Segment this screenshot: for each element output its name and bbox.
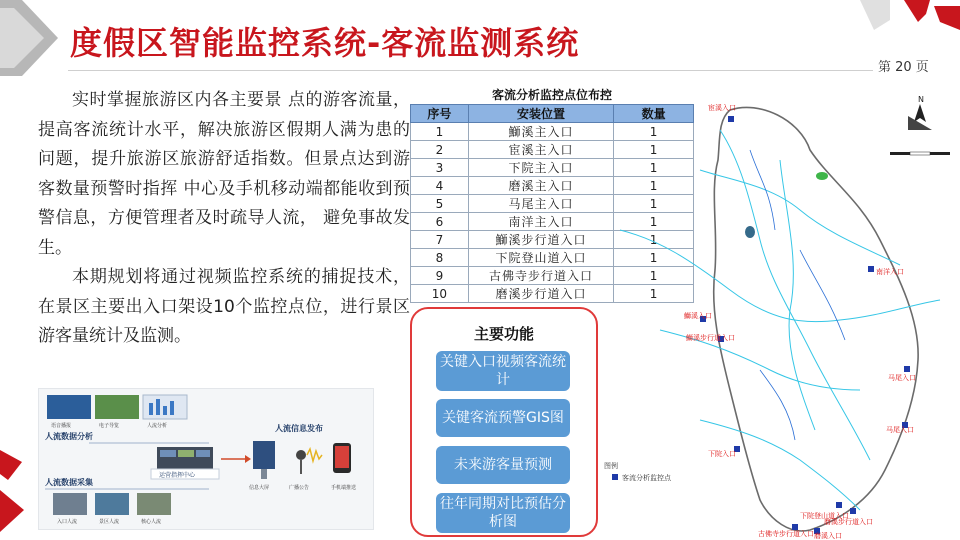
cell-location: 鰤溪主入口	[468, 123, 613, 141]
label-entry-2: 景区人流	[99, 519, 120, 525]
function-visitor-forecast[interactable]: 未来游客量预测	[436, 446, 570, 484]
cell-location: 磨溪步行道入口	[468, 285, 613, 303]
people-flow-diagram	[38, 388, 374, 530]
cell-quantity: 1	[614, 267, 694, 285]
cell-index: 4	[411, 177, 469, 195]
cell-index: 6	[411, 213, 469, 231]
cell-quantity: 1	[614, 285, 694, 303]
cell-location: 下院主入口	[468, 159, 613, 177]
label-people-collection: 人流数据采集	[45, 478, 93, 487]
header-index: 序号	[411, 105, 469, 123]
screen-label-2: 电子导览	[99, 423, 120, 429]
intro-paragraph-1: 实时掌握旅游区内各主要景 点的游客流量，提高客流统计水平，解决旅游区假期人满为患的问题，提升旅游区旅游舒适指数。但景点达到游客数量预警时指挥 中心及手机移动端都能收到预警信息，方便管理者及时疏导人流， 避免事故发生。	[38, 90, 410, 258]
page-number: 第 20 页	[878, 60, 929, 75]
collection-photo-2	[95, 493, 129, 515]
intro-paragraph-2: 本期规划将通过视频监控系统的捕捉技术，在景区主要出入口架设10个监控点位，进行景区游客量统计及监测。	[38, 267, 410, 346]
cell-location: 鰤溪步行道入口	[468, 231, 613, 249]
cell-location: 马尾主入口	[468, 195, 613, 213]
function-flow-warning-gis[interactable]: 关键客流预警GIS图	[436, 399, 570, 437]
island-outline	[714, 107, 918, 531]
legend-marker-icon	[612, 474, 618, 480]
label-broadcast: 广播公告	[289, 485, 310, 491]
info-kiosk	[253, 441, 275, 469]
screen-thumbnail-1	[47, 395, 91, 419]
function-year-comparison[interactable]: 往年同期对比预估分析图	[436, 493, 570, 533]
map-label-xiayuan: 下院入口	[708, 450, 736, 458]
cell-quantity: 1	[614, 123, 694, 141]
title-divider	[68, 70, 873, 71]
corner-decoration-top-left	[0, 0, 60, 80]
cell-index: 10	[411, 285, 469, 303]
cell-quantity: 1	[614, 141, 694, 159]
scale-bar	[890, 152, 950, 155]
cell-location: 古佛寺步行道入口	[468, 267, 613, 285]
label-command-center: 运营指挥中心	[159, 472, 196, 479]
people-flow-illustration	[39, 389, 375, 531]
corner-decoration-top-right	[860, 0, 960, 40]
map-label-zhexi: 鰤溪入口	[684, 312, 712, 320]
cell-index: 9	[411, 267, 469, 285]
map-legend	[604, 461, 672, 482]
legend-title: 图例	[604, 462, 618, 470]
map-label-mawei-2: 马尾入口	[886, 426, 914, 434]
table-title: 客流分析监控点位布控	[491, 88, 612, 102]
header-quantity: 数量	[614, 105, 694, 123]
cell-location: 宦溪主入口	[468, 141, 613, 159]
cell-index: 5	[411, 195, 469, 213]
map-label-huanxi: 宦溪入口	[708, 104, 736, 112]
cell-index: 3	[411, 159, 469, 177]
map-label-nanyang: 南洋入口	[876, 268, 904, 276]
north-arrow-icon	[908, 95, 932, 130]
cell-index: 8	[411, 249, 469, 267]
map-label-xiayuan-trail: 下院登山道入口	[800, 512, 849, 520]
functions-title: 主要功能	[473, 325, 534, 343]
collection-photo-1	[53, 493, 87, 515]
cell-index: 2	[411, 141, 469, 159]
legend-item: 客流分析监控点	[622, 474, 671, 482]
header-location: 安装位置	[468, 105, 613, 123]
function-entrance-flow-count[interactable]: 关键入口视频客流统计	[436, 351, 570, 391]
intro-text	[38, 86, 410, 352]
cell-quantity: 1	[614, 177, 694, 195]
cell-location: 南洋主入口	[468, 213, 613, 231]
map-label-moxi: 磨溪入口	[814, 532, 842, 540]
marker-moxi[interactable]	[814, 528, 842, 540]
screen-thumbnail-2	[95, 395, 139, 419]
cell-index: 1	[411, 123, 469, 141]
corner-decoration-bottom-left	[0, 440, 30, 540]
map-label-guifo: 古佛寺步行道入口	[758, 530, 814, 538]
cell-quantity: 1	[614, 159, 694, 177]
map-label-zhexi-trail: 鰤溪步行道入口	[686, 334, 735, 342]
label-mobile: 手机端推送	[331, 485, 357, 491]
main-functions-panel	[410, 307, 598, 537]
cell-location: 磨溪主入口	[468, 177, 613, 195]
marker-zhexi-trail[interactable]	[686, 333, 735, 342]
monitoring-map	[600, 90, 960, 540]
marker-xiayuan[interactable]	[708, 446, 740, 458]
cell-index: 7	[411, 231, 469, 249]
collection-photo-3	[137, 493, 171, 515]
screen-label-3: 人流分析	[147, 423, 168, 429]
map-label-mawei: 马尾入口	[888, 374, 916, 382]
label-people-analysis: 人流数据分析	[45, 432, 93, 441]
cell-quantity: 1	[614, 213, 694, 231]
marker-zhexi[interactable]	[684, 311, 712, 322]
cell-quantity: 1	[614, 231, 694, 249]
microphone-icon	[296, 450, 306, 460]
page-title: 度假区智能监控系统-客流监测系统	[70, 24, 580, 62]
cell-quantity: 1	[614, 195, 694, 213]
label-entry-1: 入口人流	[57, 519, 78, 525]
label-entry-3: 核心人流	[141, 519, 162, 525]
cell-location: 下院登山道入口	[468, 249, 613, 267]
north-label: N	[918, 95, 924, 104]
label-info-release: 人流信息发布	[275, 424, 323, 433]
label-kiosk: 信息大屏	[249, 485, 270, 491]
screen-label-1: 语音播报	[51, 423, 72, 429]
map-label-moxi-trail: 磨溪步行道入口	[824, 518, 873, 526]
cell-quantity: 1	[614, 249, 694, 267]
